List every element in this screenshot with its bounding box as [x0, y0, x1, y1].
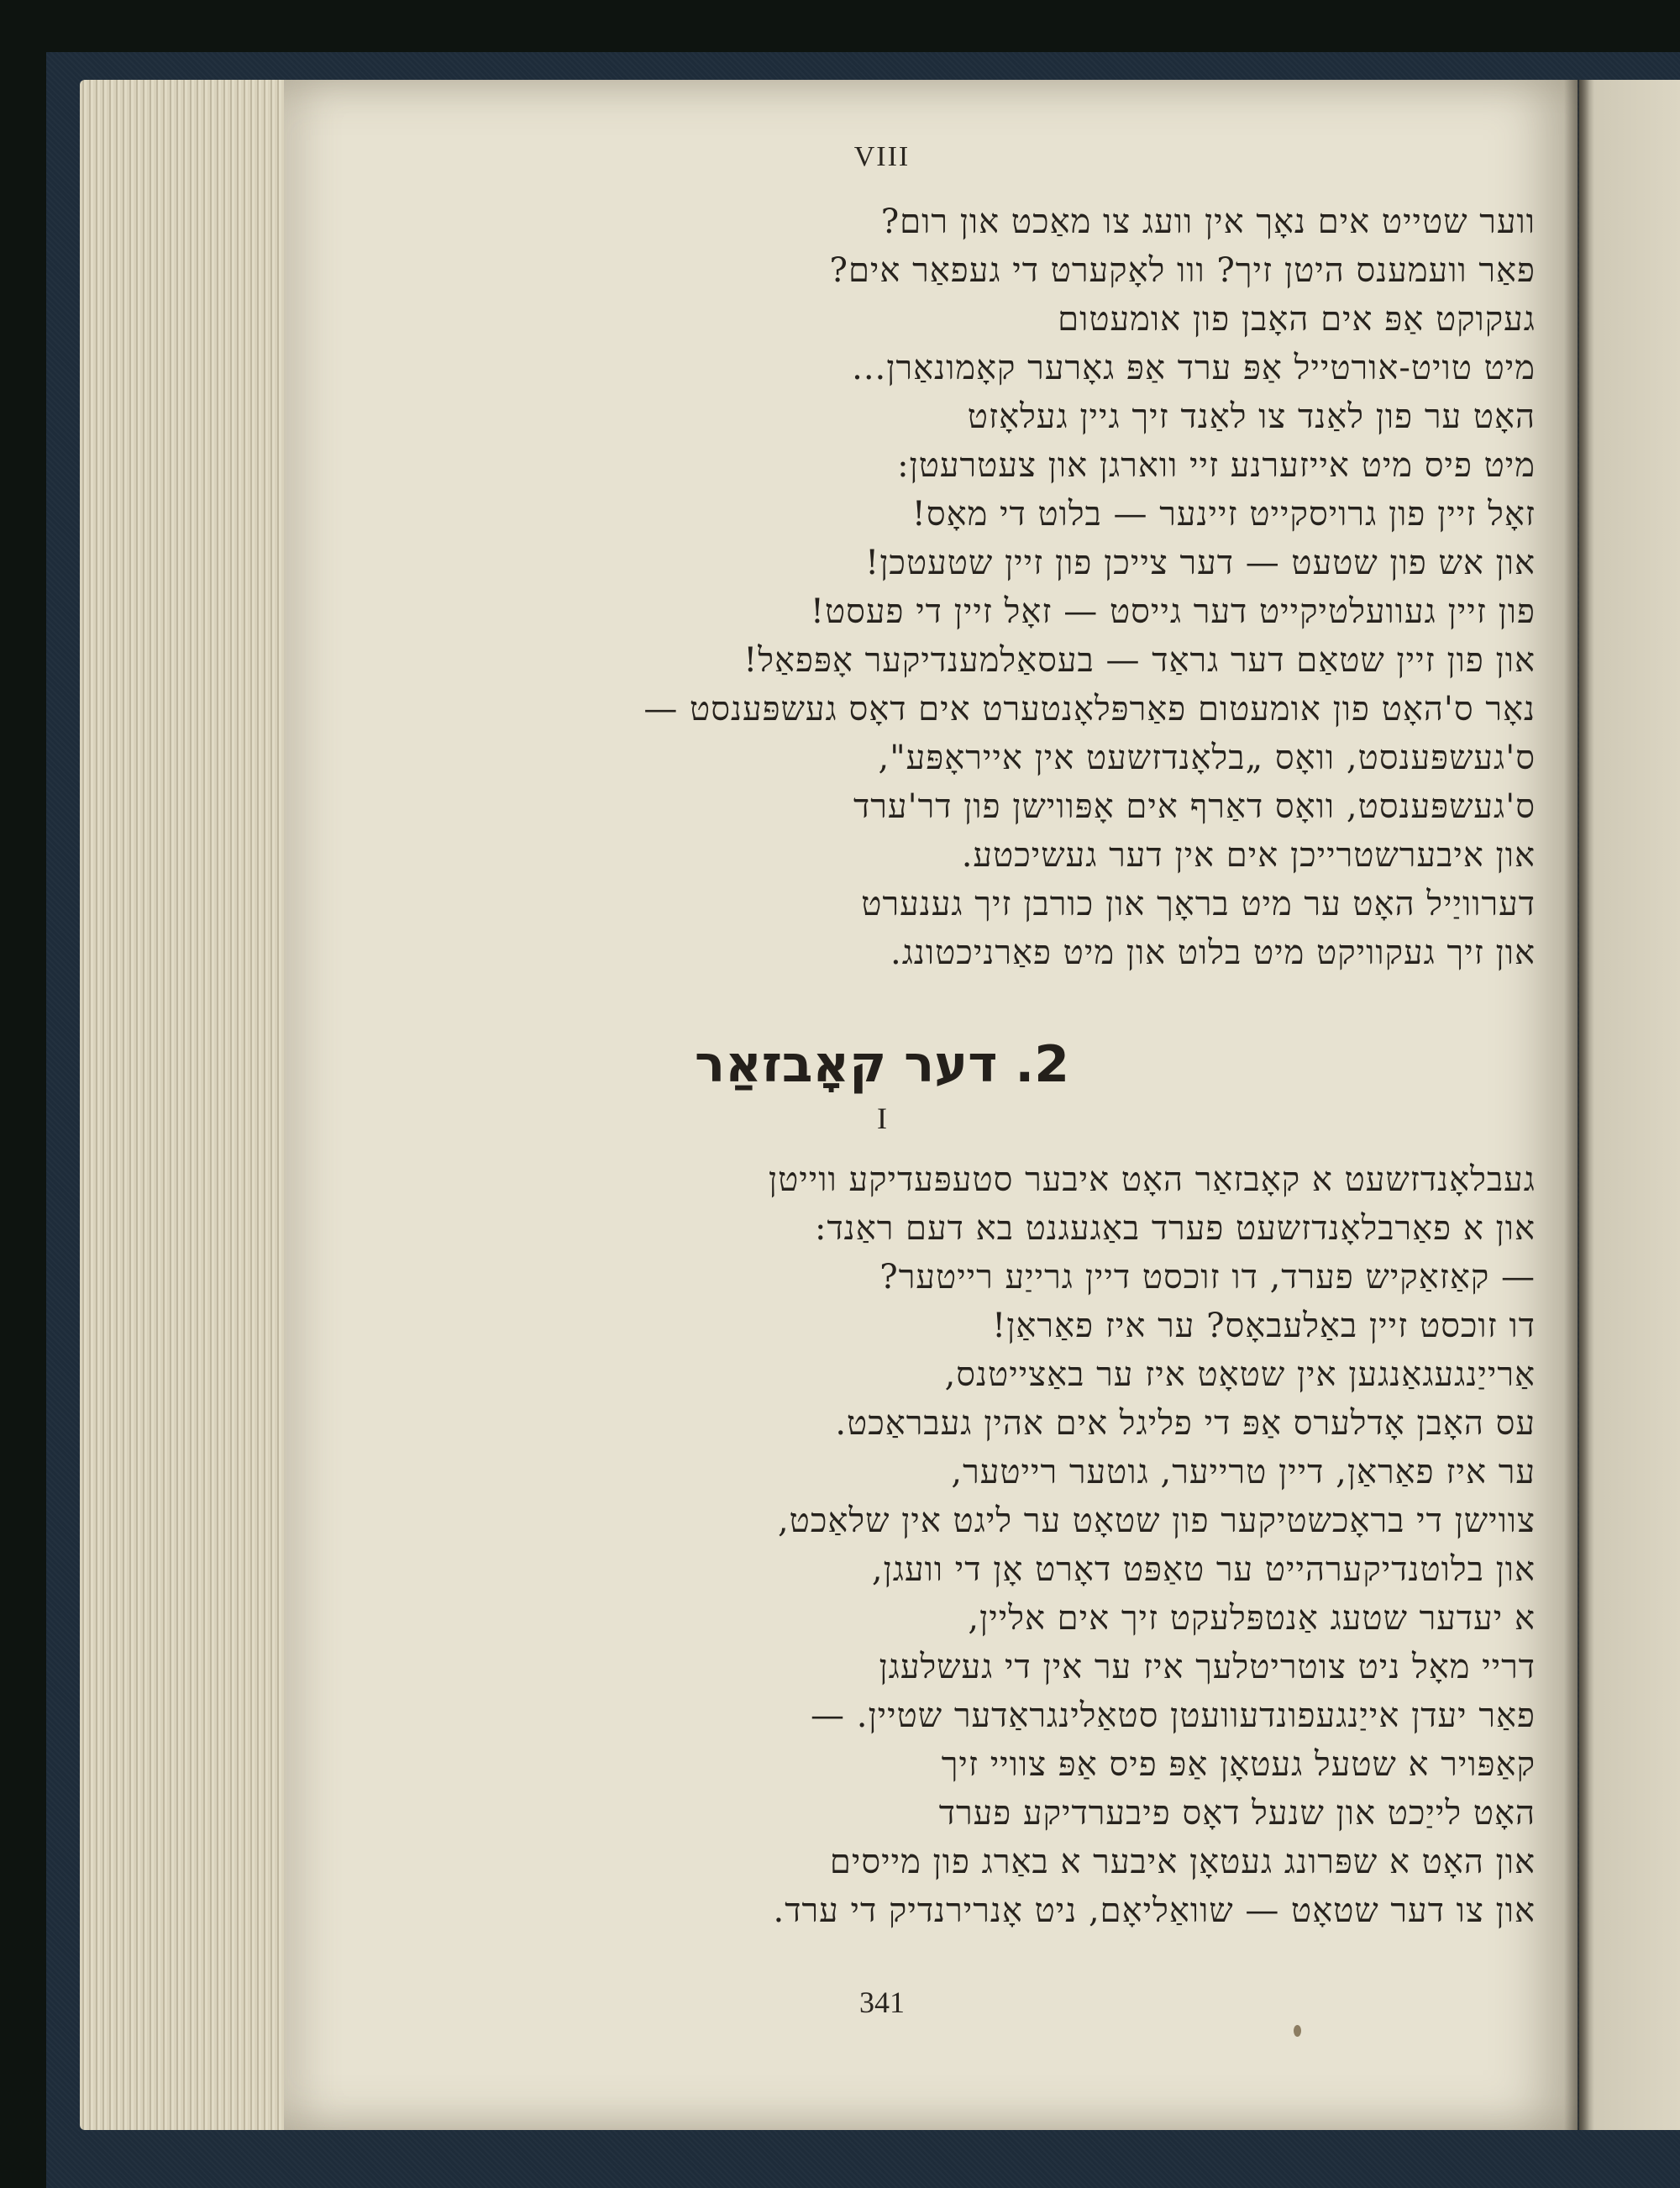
verse-line: עס האָבן אָדלערס אַפּ די פליגל אים אהין געבראַכט. — [835, 1404, 1536, 1443]
verse-line: ס'געשפּענסט, וואָס „בלאָנדזשעט אין אייראָפּע", — [878, 739, 1536, 777]
verse-line: געקוקט אַפּ אים האָבן פון אומעטום — [1058, 300, 1536, 339]
verse-line: און צו דער שטאָט — שוואַליאָם, ניט אָנרירנדיק די ערד. — [773, 1891, 1536, 1930]
verse-line: ס'געשפּענסט, וואָס דאַרף אים אָפּווישן פון דר'ערד — [853, 787, 1536, 826]
verse-line: ער איז פאַראַן, דיין טרייער, גוטער רייטער, — [951, 1453, 1536, 1491]
verse-line: פאַר וועמענס היטן זיך? ווו לאָקערט די געפאַר אים? — [829, 251, 1536, 290]
verse-line: געבלאָנדזשעט א קאָבזאַר האָט איבער סטעפּעדיקע ווייטן — [768, 1160, 1536, 1199]
poem-stanza-2 — [769, 1155, 1536, 1935]
verse-line: דו זוכסט זיין באַלעבאָס? ער איז פאַראַן! — [992, 1307, 1536, 1345]
verse-line: האָט לייַכט און שנעל דאָס פיבערדיקע פערד — [938, 1794, 1536, 1833]
verse-line: פון זיין געוועלטיקייט דער גייסט — זאָל זיין די פעסט! — [810, 592, 1536, 631]
poem-stanza-1 — [643, 197, 1536, 977]
verse-line: פאַר יעדן אייַנגעפונדעוועטן סטאַלינגראַדער שטיין. — — [811, 1696, 1536, 1735]
verse-line: זאָל זיין פון גרויסקייט זיינער — בלוט די מאָס! — [911, 495, 1536, 534]
verse-line: און אש פון שטעט — דער צייכן פון זיין שטעטכן! — [865, 544, 1536, 582]
page-edges — [80, 80, 290, 2130]
verse-line: און זיך געקוויקט מיט בלוט און מיט פאַרניכטונג. — [890, 934, 1536, 972]
verse-line: דריי מאָל ניט צוטריטלעך איז ער אין די געשלעגן — [879, 1648, 1536, 1686]
verse-line: אַרייַנגעגאַנגען אין שטאָט איז ער באַצייטנס, — [944, 1355, 1536, 1394]
verse-line: מיט פיס מיט אייזערנע זיי ווארגן און צעטרעטן: — [897, 446, 1536, 485]
verse-line: נאָר ס'האָט פון אומעטום פאַרפּלאָנטערט אים דאָס געשפּענסט — — [643, 690, 1536, 728]
verse-line: און איבערשטרייכן אים אין דער געשיכטע. — [961, 836, 1536, 875]
page-gutter — [1564, 80, 1589, 2130]
part-number: I — [877, 1102, 887, 1135]
paper-speck — [1294, 2025, 1301, 2037]
section-title: 2. דער קאָבזאַר — [695, 1035, 1069, 1094]
verse-line: האָט ער פון לאַנד צו לאַנד זיך גיין געלאָזט — [967, 397, 1536, 436]
verse-line: מיט טויט-אורטייל אַפּ ערד אַפּ גאָרער קאָמונאַרן... — [852, 349, 1536, 387]
facing-page-edge — [1579, 80, 1680, 2130]
verse-line: ווער שטייט אים נאָך אין וועג צו מאַכט און רום? — [880, 202, 1536, 241]
verse-line: און א פאַרבלאָנדזשעט פערד באַגעגנט בא דעם ראַנד: — [814, 1209, 1536, 1248]
verse-line: דערוויַיל האָט ער מיט בראָך און כורבן זיך גענערט — [861, 885, 1536, 923]
verse-line: קאַפּויר א שטעל געטאָן אַפּ פיס אַפּ צוויי זיך — [941, 1745, 1536, 1784]
verse-line: צווישן די בראָכשטיקער פון שטאָט ער ליגט אין שלאַכט, — [777, 1502, 1536, 1540]
verse-line: — קאַזאַקיש פערד, דו זוכסט דיין גרייַע רייטער? — [879, 1258, 1536, 1296]
verse-line: א יעדער שטעג אַנטפּלעקט זיך אים אליין, — [968, 1599, 1536, 1638]
running-head: VIII — [853, 141, 911, 172]
verse-line: און בלוטנדיקערהייט ער טאַפּט דאָרט אָן די וועגן, — [871, 1550, 1536, 1589]
verse-line: און פון זיין שטאַם דער גראַד — בעסאַלמענדיקער אָפּפאַל! — [743, 641, 1536, 680]
verse-line: און האָט א שפּרונג געטאָן איבער א באַרג פון מייסים — [829, 1843, 1536, 1881]
page-number: 341 — [859, 1986, 905, 2019]
